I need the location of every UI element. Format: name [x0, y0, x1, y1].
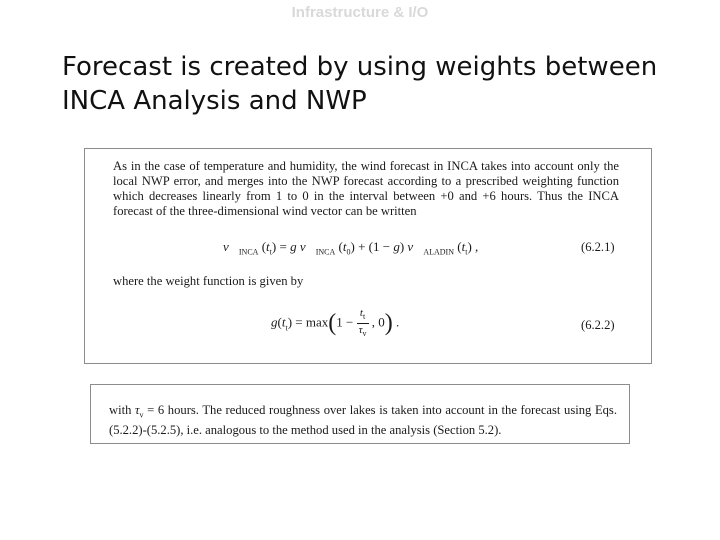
equation-label-6-2-1: (6.2.1)	[581, 240, 615, 254]
slide-header: Infrastructure & I/O	[291, 4, 429, 21]
slide-title: Forecast is created by using weights between INCA Analysis and NWP	[62, 52, 658, 116]
weight-function-text: where the weight function is given by	[113, 274, 304, 288]
note-text-after: = 6 hours. The reduced roughness over lakes is taken into account in the forecast using Eqs. (5.2.2)-(5.2.5), i.e. analogous to the method used in the analysis (Section 5.2).	[109, 403, 617, 437]
excerpt-box-equations	[84, 148, 652, 364]
tau-symbol: $\tau_v$	[135, 403, 144, 420]
intro-paragraph: As in the case of temperature and humidity, the wind forecast in INCA takes into account only the local NWP error, and merges into the NWP forecast according to a prescribed weighting function which decreases linearly from 1 to 0 in the interval between +0 and +6 hours. Thus the INCA forecast of the three-dimensional wind vector can be written	[113, 159, 619, 218]
note-paragraph	[109, 403, 617, 438]
note-text-before: with	[109, 403, 132, 417]
excerpt-box-note	[90, 384, 630, 444]
equation-6-2-2: $g(t_t) = \max(1$ − $\frac{t_t}{\tau_v}$ , 0) .	[271, 307, 400, 339]
equation-6-2-1: $v⃗_{INCA}$ $(t_t) = g$ $v⃗_{INCA}$ $(t_0) + (1 - g)$ $v⃗_{ALADIN}$ $(t_t)$ ,	[223, 239, 479, 257]
equation-label-6-2-2: (6.2.2)	[581, 318, 615, 332]
